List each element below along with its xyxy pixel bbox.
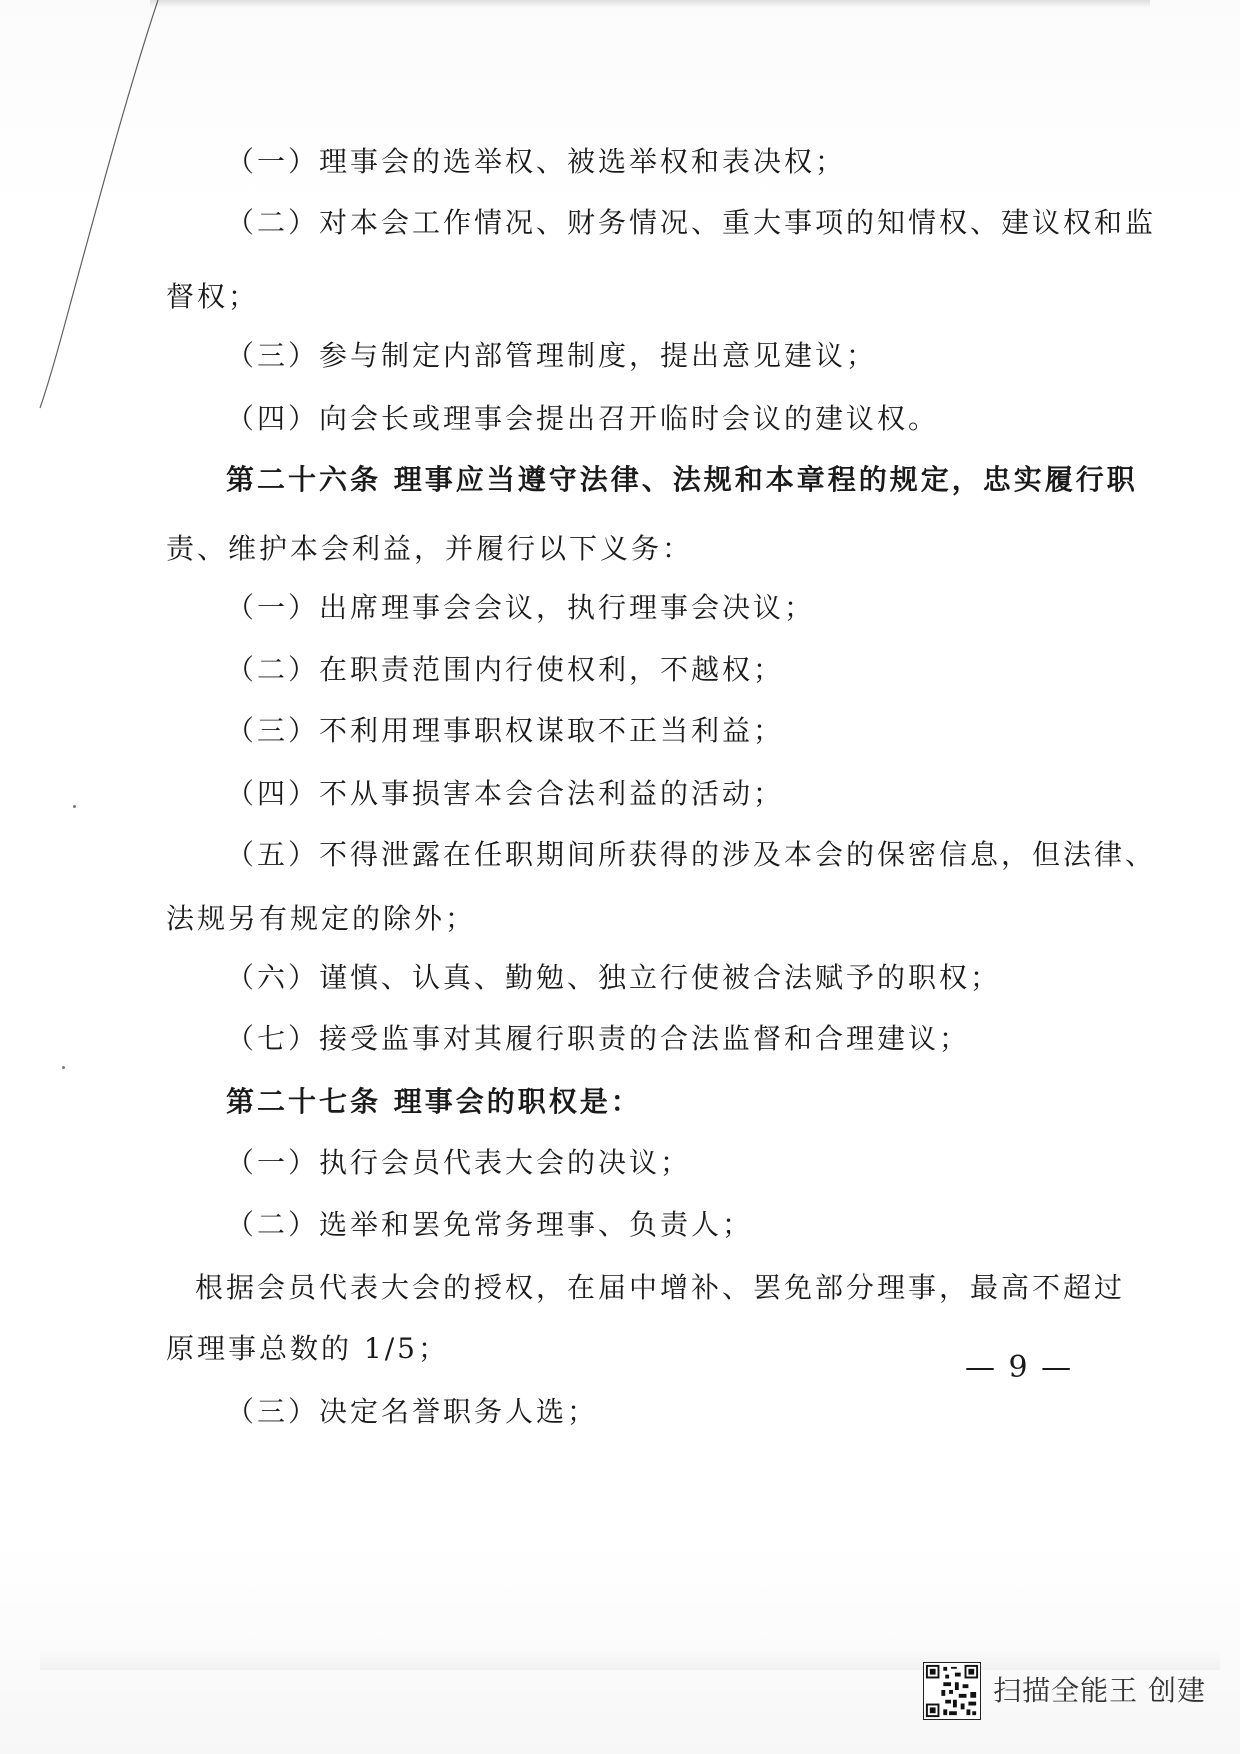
document-line: （二）在职责范围内行使权利，不越权； xyxy=(226,653,785,686)
document-line: （一）出席理事会会议，执行理事会决议； xyxy=(226,591,816,624)
document-line: （五）不得泄露在任职期间所获得的涉及本会的保密信息，但法律、 xyxy=(226,838,1157,871)
document-line: （二）选举和罢免常务理事、负责人； xyxy=(226,1208,754,1241)
document-line: （三）决定名誉职务人选； xyxy=(226,1395,599,1428)
document-line: （三）参与制定内部管理制度，提出意见建议； xyxy=(226,339,878,372)
stray-mark xyxy=(62,1066,65,1069)
document-line: 法规另有规定的除外； xyxy=(166,902,477,935)
document-line: （三）不利用理事职权谋取不正当利益； xyxy=(226,714,785,747)
article-heading-27: 第二十七条 理事会的职权是： xyxy=(226,1085,642,1118)
watermark-text: 扫描全能王 创建 xyxy=(993,1674,1206,1707)
page-number: — 9 — xyxy=(965,1350,1074,1385)
stray-mark xyxy=(73,805,76,808)
scanner-watermark xyxy=(923,1662,1206,1720)
document-line: 督权； xyxy=(166,280,260,313)
document-line: 根据会员代表大会的授权，在届中增补、罢免部分理事，最高不超过 xyxy=(195,1271,1126,1304)
document-line: （六）谨慎、认真、勤勉、独立行使被合法赋予的职权； xyxy=(226,961,1002,994)
document-line: （一）执行会员代表大会的决议； xyxy=(226,1146,692,1179)
article-heading-26: 第二十六条 理事应当遵守法律、法规和本章程的规定，忠实履行职 xyxy=(226,463,1138,496)
qr-code-icon xyxy=(923,1662,981,1720)
document-line: 责、维护本会利益，并履行以下义务： xyxy=(166,532,694,565)
document-line: 原理事总数的 1/5； xyxy=(166,1332,449,1365)
document-line: （四）不从事损害本会合法利益的活动； xyxy=(226,777,785,810)
document-line: （一）理事会的选举权、被选举权和表决权； xyxy=(226,145,847,178)
document-line: （四）向会长或理事会提出召开临时会议的建议权。 xyxy=(226,402,940,435)
document-line: （二）对本会工作情况、财务情况、重大事项的知情权、建议权和监 xyxy=(226,206,1157,239)
document-line: （七）接受监事对其履行职责的合法监督和合理建议； xyxy=(226,1022,971,1055)
